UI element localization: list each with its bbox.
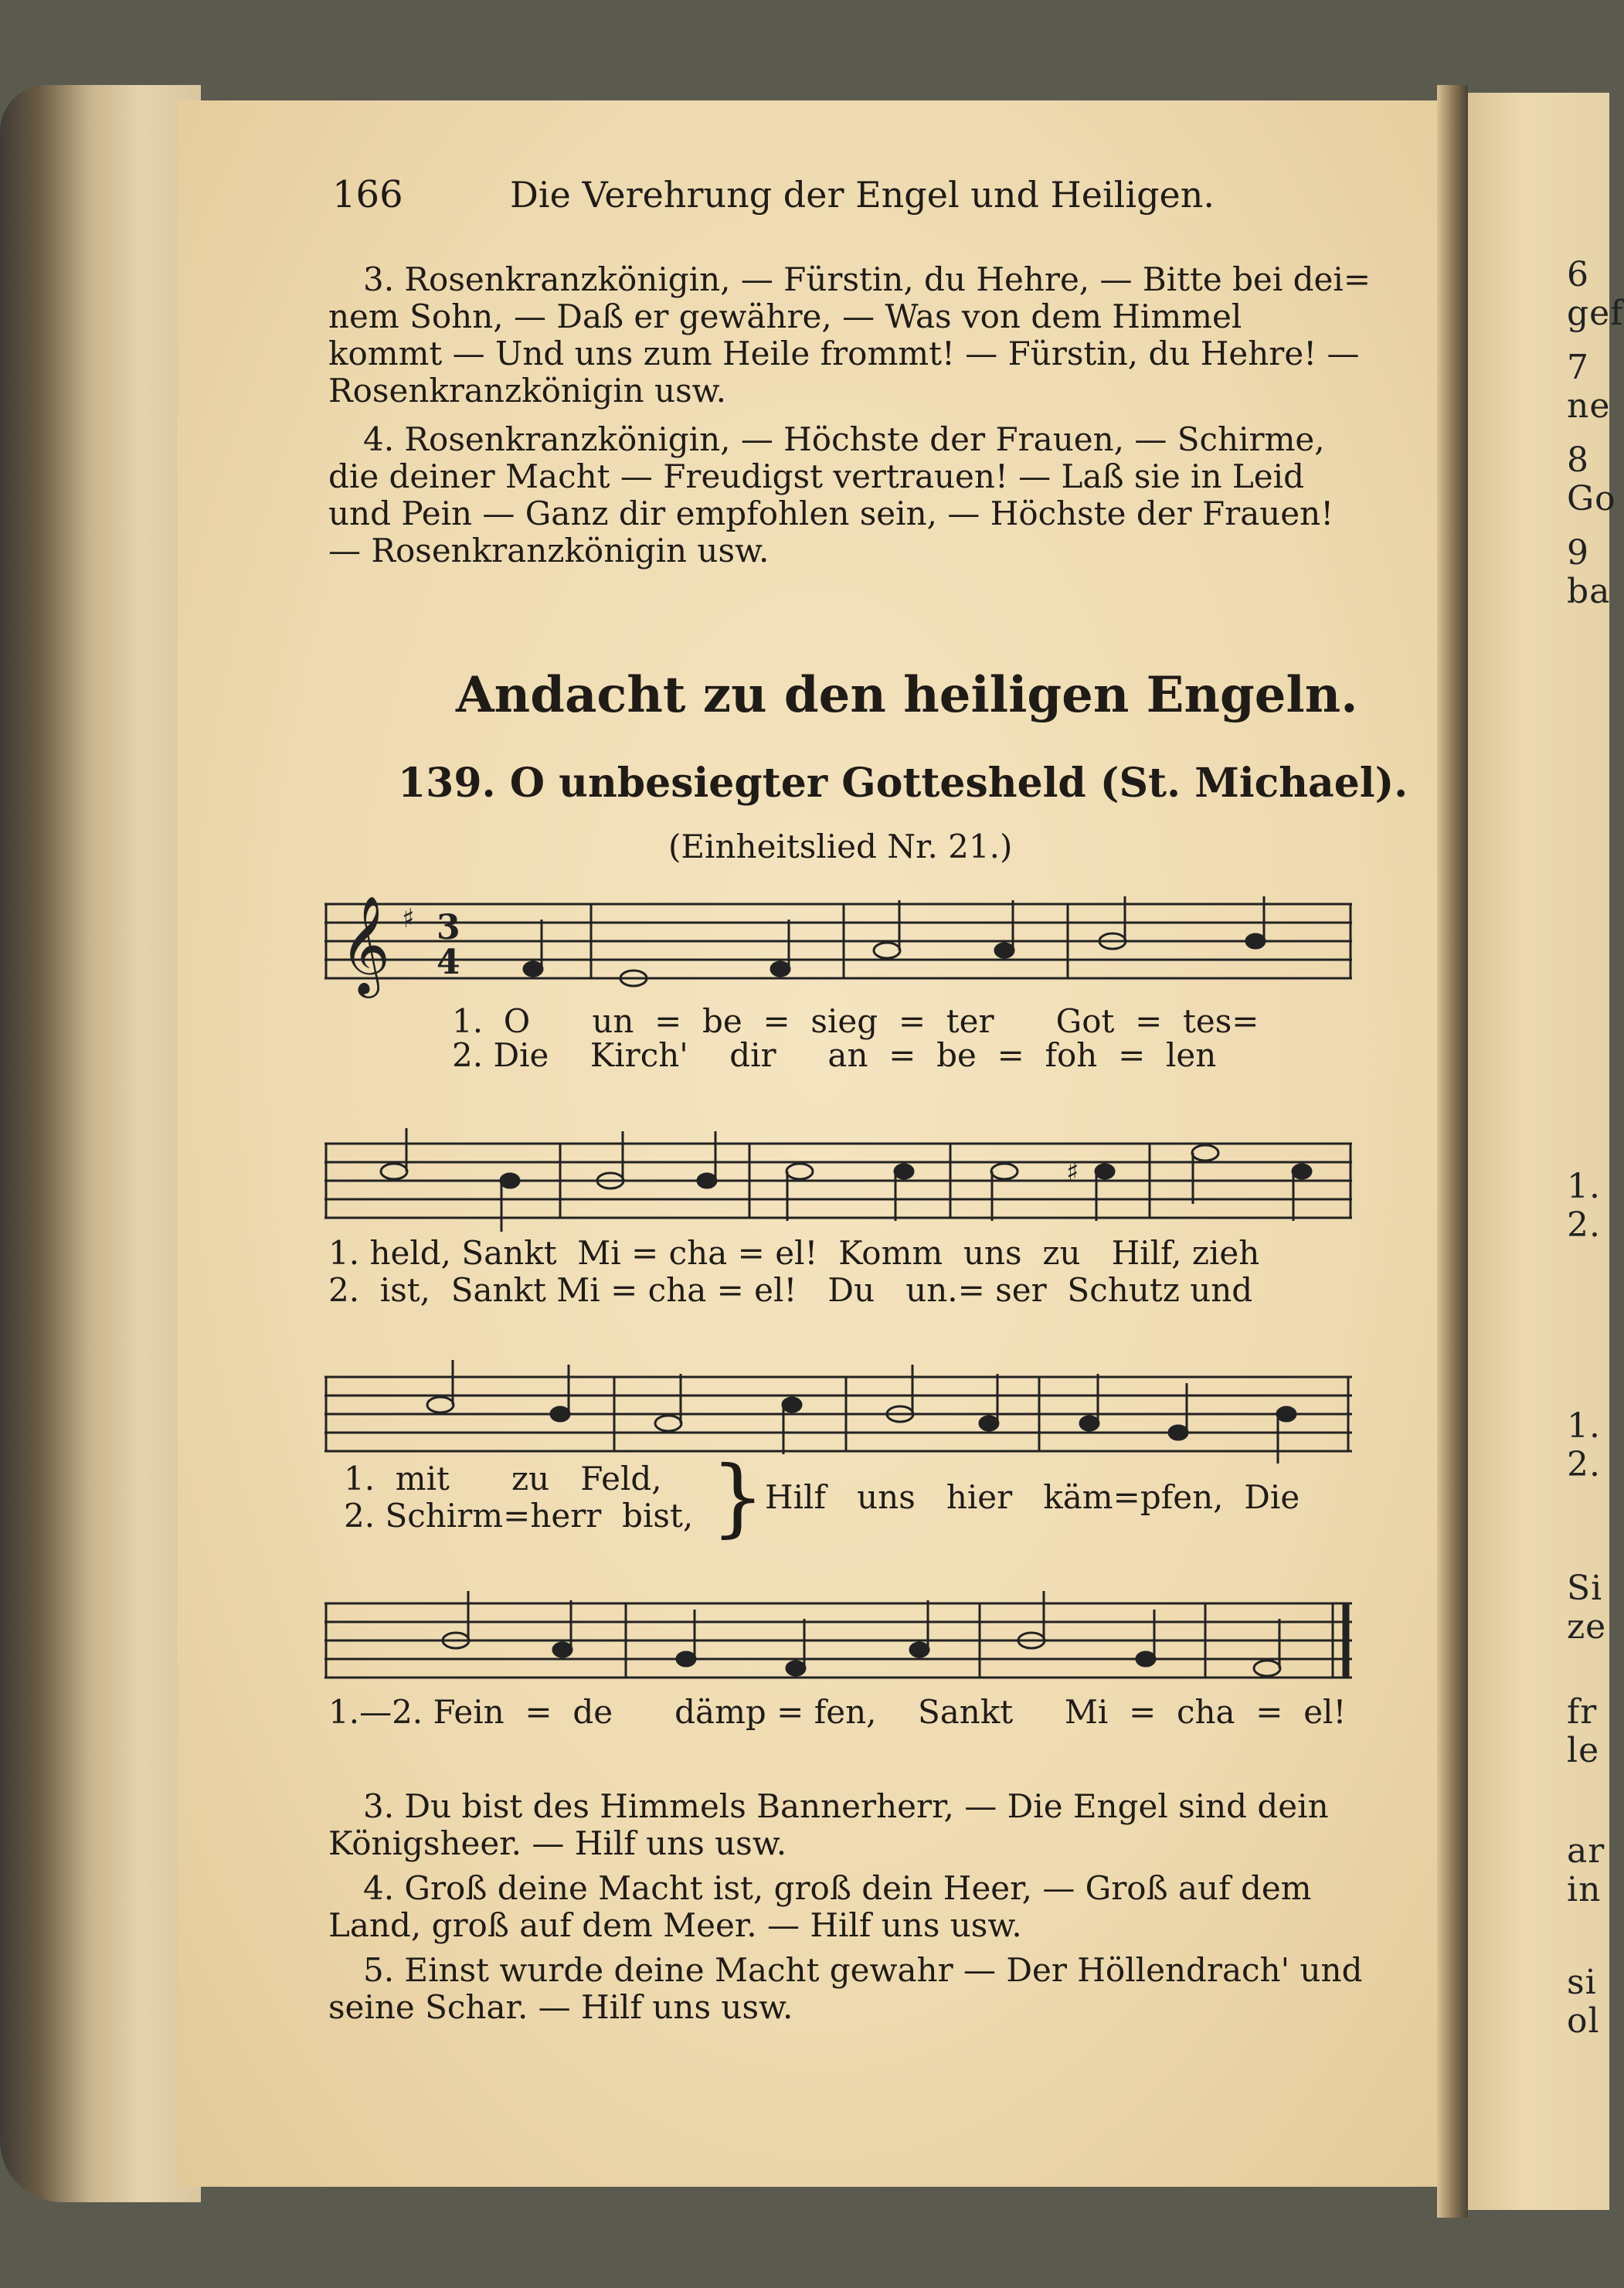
right-page-fragment: le [1567, 1731, 1600, 1770]
book-gutter [1437, 85, 1468, 2218]
svg-text:𝄞: 𝄞 [340, 895, 391, 994]
verse-line: — Rosenkranzkönigin usw. [328, 532, 770, 569]
verse-line: Königsheer. — Hilf uns usw. [328, 1824, 787, 1862]
verse-line: und Pein — Ganz dir empfohlen sein, — Höchste der Frauen! [328, 495, 1334, 532]
brace: } [711, 1447, 765, 1546]
svg-text:♯: ♯ [1066, 1157, 1079, 1188]
music-staff-4 [324, 1588, 1360, 1696]
right-page-fragment: 2. [1567, 1205, 1601, 1245]
verse-line: seine Schar. — Hilf uns usw. [328, 1988, 793, 2026]
right-page-fragment: ol [1567, 2001, 1600, 2041]
right-page-fragment: ar [1567, 1831, 1605, 1871]
page-number: 166 [332, 173, 403, 216]
right-page-fragment: fr [1567, 1692, 1598, 1732]
verse-line: kommt — Und uns zum Heile frommt! — Fürstin, du Hehre! — [328, 335, 1360, 372]
book-page-edges [0, 85, 201, 2202]
right-page-fragment: in [1567, 1870, 1602, 1909]
verse-line: 4. Rosenkranzkönigin, — Höchste der Frauen, — Schirme, [363, 420, 1325, 458]
verse-line: 3. Rosenkranzkönigin, — Fürstin, du Hehre, — Bitte bei dei= [363, 260, 1371, 298]
right-page-fragment: ba [1567, 572, 1611, 611]
right-page-fragment: Go [1567, 479, 1616, 518]
right-page-fragment: gef [1567, 294, 1624, 333]
lyric-line: 1. mit zu Feld, [344, 1460, 662, 1498]
svg-text:4: 4 [437, 943, 460, 982]
right-page-fragment: 7 [1567, 348, 1589, 387]
lyric-line: 1. held, Sankt Mi = cha = el! Komm uns zu Hilf, zieh [328, 1234, 1260, 1272]
verse-line: 4. Groß deine Macht ist, groß dein Heer, — Groß auf dem [363, 1869, 1312, 1907]
lyric-line: 2. Die Kirch' dir an = be = foh = len [452, 1036, 1217, 1074]
music-staff-1 [324, 896, 1360, 997]
right-page-fragment: 9 [1567, 533, 1589, 573]
right-page-fragment: 1. [1567, 1167, 1601, 1206]
lyric-line: 1.—2. Fein = de dämp = fen, Sankt Mi = cha = el! [328, 1693, 1347, 1731]
lyric-line: Hilf uns hier käm=pfen, Die [765, 1478, 1300, 1516]
right-page-fragment: 6 [1567, 255, 1589, 294]
hymn-subtitle: (Einheitslied Nr. 21.) [668, 828, 1013, 865]
lyric-line: 2. Schirm=herr bist, [344, 1497, 694, 1535]
svg-text:♯: ♯ [402, 903, 415, 934]
right-page-fragment: si [1567, 1963, 1597, 2002]
right-page-fragment: 8 [1567, 440, 1589, 480]
hymn-title: 139. O unbesiegter Gottesheld (St. Michael). [398, 760, 1408, 807]
music-staff-2 [324, 1128, 1360, 1236]
verse-line: Land, groß auf dem Meer. — Hilf uns usw. [328, 1906, 1022, 1944]
lyric-line: 2. ist, Sankt Mi = cha = el! Du un.= ser Schutz und [328, 1271, 1253, 1309]
right-page-fragment: ne [1567, 386, 1611, 426]
music-staff-3 [324, 1360, 1360, 1468]
right-page-fragment: ze [1567, 1607, 1607, 1647]
verse-line: Rosenkranzkönigin usw. [328, 372, 726, 410]
verse-line: 5. Einst wurde deine Macht gewahr — Der Höllendrach' und [363, 1951, 1363, 1989]
section-title: Andacht zu den heiligen Engeln. [456, 666, 1358, 724]
right-page-fragment: Si [1567, 1569, 1603, 1608]
verse-line: 3. Du bist des Himmels Bannerherr, — Die Engel sind dein [363, 1787, 1329, 1825]
running-title: Die Verehrung der Engel und Heiligen. [510, 174, 1215, 216]
lyric-line: 1. O un = be = sieg = ter Got = tes= [452, 1002, 1259, 1040]
verse-line: die deiner Macht — Freudigst vertrauen! — Laß sie in Leid [328, 457, 1304, 495]
right-page-fragment: 2. [1567, 1445, 1601, 1484]
right-page-fragment: 1. [1567, 1406, 1601, 1446]
svg-text:3: 3 [437, 908, 460, 947]
verse-line: nem Sohn, — Daß er gewähre, — Was von dem Himmel [328, 297, 1242, 335]
